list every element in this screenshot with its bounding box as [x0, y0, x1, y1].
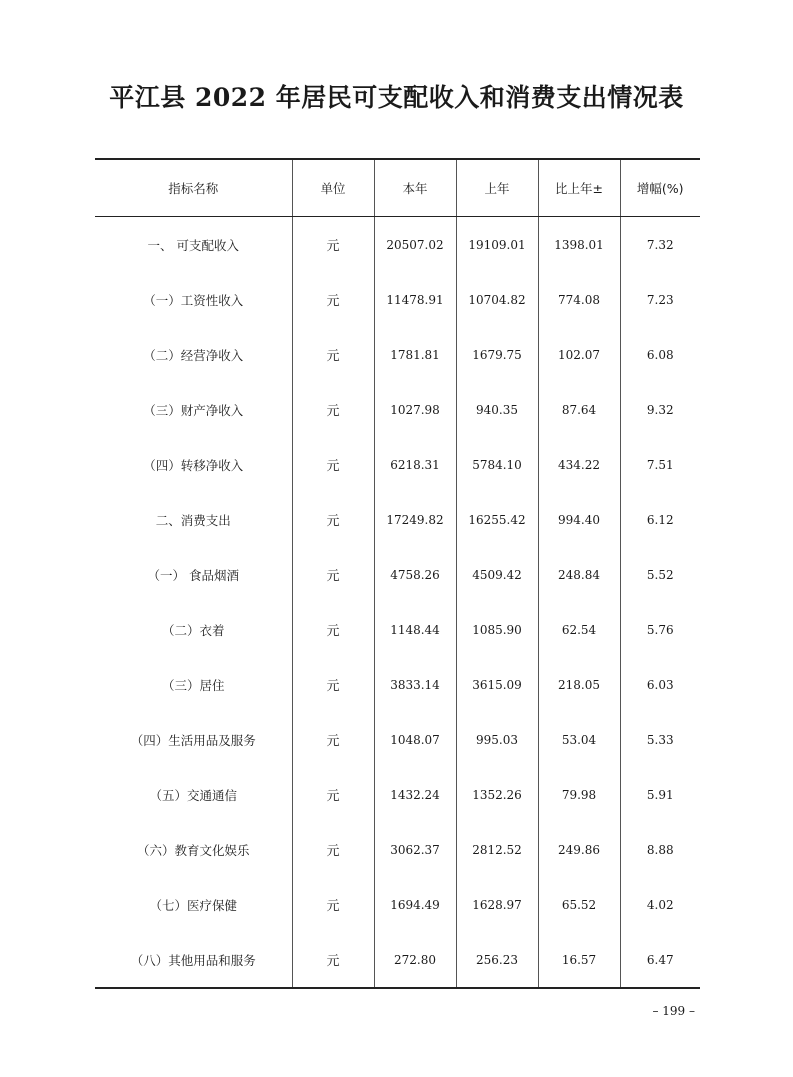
- income-expenditure-table: [95, 158, 700, 989]
- row-current: 1694.49: [374, 877, 456, 932]
- table-row: [95, 822, 700, 877]
- row-change: 102.07: [538, 327, 620, 382]
- row-growth: 6.12: [620, 492, 700, 547]
- page-number: – 199 –: [652, 1004, 695, 1018]
- row-change: 249.86: [538, 822, 620, 877]
- row-previous: 256.23: [456, 932, 538, 988]
- row-unit: 元: [292, 712, 374, 767]
- row-change: 53.04: [538, 712, 620, 767]
- row-growth: 7.32: [620, 217, 700, 273]
- row-change: 434.22: [538, 437, 620, 492]
- row-unit: 元: [292, 327, 374, 382]
- row-previous: 16255.42: [456, 492, 538, 547]
- row-growth: 5.52: [620, 547, 700, 602]
- row-unit: 元: [292, 437, 374, 492]
- header-unit: 单位: [292, 159, 374, 217]
- table-row: [95, 217, 700, 273]
- row-current: 1432.24: [374, 767, 456, 822]
- row-current: 1048.07: [374, 712, 456, 767]
- row-change: 1398.01: [538, 217, 620, 273]
- row-previous: 10704.82: [456, 272, 538, 327]
- header-change: 比上年±: [538, 159, 620, 217]
- page-title: 平江县 2022 年居民可支配收入和消费支出情况表: [109, 83, 684, 112]
- header-growth: 增幅(%): [620, 159, 700, 217]
- row-name: （一） 食品烟酒: [147, 567, 239, 583]
- row-previous: 4509.42: [456, 547, 538, 602]
- table-row: [95, 437, 700, 492]
- row-growth: 5.76: [620, 602, 700, 657]
- header-indicator-name: 指标名称: [95, 159, 292, 217]
- row-change: 62.54: [538, 602, 620, 657]
- row-unit: 元: [292, 657, 374, 712]
- header-current-year: 本年: [374, 159, 456, 217]
- row-current: 1781.81: [374, 327, 456, 382]
- row-previous: 995.03: [456, 712, 538, 767]
- table-header-row: [95, 159, 700, 217]
- table-row: [95, 382, 700, 437]
- table-row: [95, 492, 700, 547]
- row-unit: 元: [292, 602, 374, 657]
- table-row: [95, 272, 700, 327]
- table-row: [95, 932, 700, 988]
- row-growth: 5.33: [620, 712, 700, 767]
- row-change: 218.05: [538, 657, 620, 712]
- row-unit: 元: [292, 767, 374, 822]
- row-unit: 元: [292, 822, 374, 877]
- row-current: 6218.31: [374, 437, 456, 492]
- row-change: 87.64: [538, 382, 620, 437]
- row-name: （一）工资性收入: [143, 292, 244, 308]
- row-previous: 3615.09: [456, 657, 538, 712]
- row-current: 3062.37: [374, 822, 456, 877]
- row-name: （六）教育文化娱乐: [136, 842, 250, 858]
- row-name: （八）其他用品和服务: [130, 952, 256, 968]
- row-change: 16.57: [538, 932, 620, 988]
- row-growth: 7.23: [620, 272, 700, 327]
- header-previous-year: 上年: [456, 159, 538, 217]
- row-name: （二）衣着: [161, 622, 225, 638]
- row-name: （五）交通通信: [149, 787, 237, 803]
- row-previous: 19109.01: [456, 217, 538, 273]
- row-growth: 7.51: [620, 437, 700, 492]
- row-current: 4758.26: [374, 547, 456, 602]
- row-name: （三）财产净收入: [143, 402, 244, 418]
- row-change: 65.52: [538, 877, 620, 932]
- row-current: 11478.91: [374, 272, 456, 327]
- row-growth: 4.02: [620, 877, 700, 932]
- row-current: 1027.98: [374, 382, 456, 437]
- table-row: [95, 602, 700, 657]
- row-growth: 6.03: [620, 657, 700, 712]
- row-unit: 元: [292, 272, 374, 327]
- table-row: [95, 767, 700, 822]
- table-row: [95, 877, 700, 932]
- row-unit: 元: [292, 382, 374, 437]
- row-unit: 元: [292, 877, 374, 932]
- row-name: （四）生活用品及服务: [130, 732, 256, 748]
- row-current: 20507.02: [374, 217, 456, 273]
- row-unit: 元: [292, 217, 374, 273]
- row-previous: 940.35: [456, 382, 538, 437]
- row-change: 994.40: [538, 492, 620, 547]
- row-growth: 8.88: [620, 822, 700, 877]
- row-current: 272.80: [374, 932, 456, 988]
- row-current: 1148.44: [374, 602, 456, 657]
- table-row: [95, 657, 700, 712]
- row-current: 3833.14: [374, 657, 456, 712]
- row-change: 79.98: [538, 767, 620, 822]
- row-previous: 2812.52: [456, 822, 538, 877]
- row-previous: 1352.26: [456, 767, 538, 822]
- row-previous: 1628.97: [456, 877, 538, 932]
- row-name: 二、消费支出: [155, 512, 231, 528]
- row-name: （七）医疗保健: [149, 897, 237, 913]
- row-previous: 1085.90: [456, 602, 538, 657]
- row-unit: 元: [292, 932, 374, 988]
- row-previous: 5784.10: [456, 437, 538, 492]
- table-row: [95, 547, 700, 602]
- row-change: 774.08: [538, 272, 620, 327]
- row-name: 一、 可支配收入: [147, 237, 239, 253]
- row-name: （四）转移净收入: [143, 457, 244, 473]
- row-growth: 9.32: [620, 382, 700, 437]
- row-change: 248.84: [538, 547, 620, 602]
- row-name: （三）居住: [161, 677, 225, 693]
- table-row: [95, 712, 700, 767]
- row-growth: 6.47: [620, 932, 700, 988]
- row-unit: 元: [292, 492, 374, 547]
- row-growth: 6.08: [620, 327, 700, 382]
- row-previous: 1679.75: [456, 327, 538, 382]
- table-row: [95, 327, 700, 382]
- row-unit: 元: [292, 547, 374, 602]
- row-current: 17249.82: [374, 492, 456, 547]
- row-name: （二）经营净收入: [143, 347, 244, 363]
- row-growth: 5.91: [620, 767, 700, 822]
